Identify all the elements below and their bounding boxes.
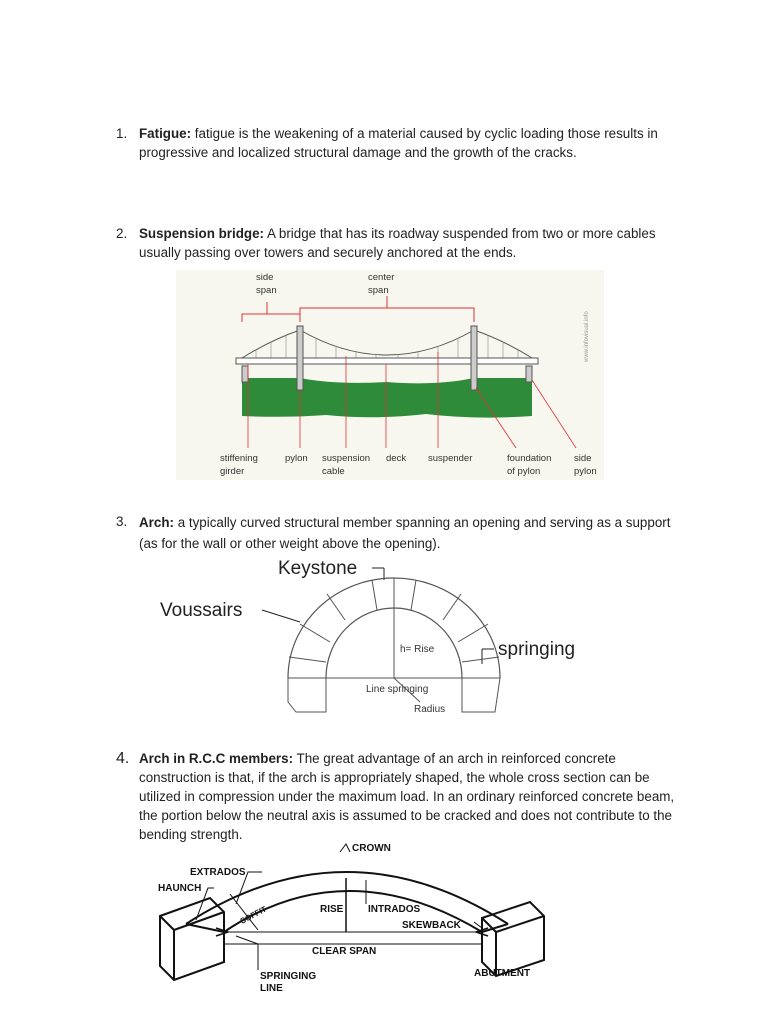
keystone-label: Keystone bbox=[278, 558, 358, 579]
rcc-arch-figure bbox=[156, 840, 556, 1000]
item-term: Arch: bbox=[139, 515, 174, 530]
abutment-label: ABUTMENT bbox=[474, 968, 531, 979]
stiffening-girder-label: stiffening bbox=[220, 453, 258, 464]
deck-label: deck bbox=[386, 453, 407, 464]
item-number: 3. bbox=[116, 514, 128, 529]
list-item-arch-rcc bbox=[116, 749, 676, 844]
soffit-label: SOFFIT bbox=[238, 904, 269, 926]
foundation-label: foundation bbox=[507, 453, 552, 464]
springing-line-label: SPRINGING bbox=[260, 971, 317, 982]
right-abutment bbox=[462, 678, 500, 712]
list-item-suspension-bridge bbox=[116, 224, 676, 262]
svg-text:LINE: LINE bbox=[260, 983, 283, 994]
item-number: 1. bbox=[116, 126, 128, 141]
item-text: a typically curved structural member spanning an opening and serving as a support (as for the wall or other weight above the opening). bbox=[139, 515, 671, 551]
item-text: fatigue is the weakening of a material caused by cyclic loading those results in progressive and localized structural damage and the growth of the cracks. bbox=[139, 126, 658, 160]
clear-span-label: CLEAR SPAN bbox=[312, 946, 377, 957]
suspender-label: suspender bbox=[428, 453, 473, 464]
item-number: 4. bbox=[116, 750, 130, 767]
svg-text:of pylon: of pylon bbox=[507, 466, 541, 477]
voussairs-label: Voussairs bbox=[160, 600, 243, 621]
left-abutment bbox=[160, 898, 224, 980]
svg-text:pylon: pylon bbox=[574, 466, 597, 477]
rise-label: h= Rise bbox=[400, 644, 435, 655]
radius-label: Radius bbox=[414, 704, 446, 715]
left-side-pylon bbox=[242, 366, 248, 382]
right-pylon bbox=[471, 326, 477, 390]
svg-text:girder: girder bbox=[220, 466, 245, 477]
item-term: Suspension bridge: bbox=[139, 226, 264, 241]
list-item-arch bbox=[116, 512, 676, 554]
skewback-label: SKEWBACK bbox=[402, 920, 461, 931]
suspension-bridge-figure bbox=[176, 270, 604, 480]
left-pylon bbox=[297, 326, 303, 390]
rise-label: RISE bbox=[320, 904, 344, 915]
arch-figure bbox=[150, 552, 600, 722]
crown-label: CROWN bbox=[352, 843, 391, 854]
haunch-label: HAUNCH bbox=[158, 883, 202, 894]
water bbox=[242, 378, 532, 418]
arch-extrados bbox=[186, 872, 508, 924]
intrados-label: INTRADOS bbox=[368, 904, 421, 915]
svg-text:cable: cable bbox=[322, 466, 345, 477]
extrados-label: EXTRADOS bbox=[190, 867, 246, 878]
pylon-label: pylon bbox=[285, 453, 308, 464]
center-span-label: center bbox=[368, 272, 395, 283]
deck bbox=[236, 358, 538, 364]
springing-label: springing bbox=[498, 639, 576, 660]
side-span-label: side bbox=[256, 272, 274, 283]
item-term: Arch in R.C.C members: bbox=[139, 751, 294, 766]
item-text: The great advantage of an arch in reinforced concrete construction is that, if the arch is appropriately shaped, the whole cross section can be utilized in compression under the maximum load. In an ordinary reinforced concrete beam, the portion below the neutral axis is assumed to be cracked and does not contribute to the bending strength. bbox=[139, 751, 675, 842]
list-item-fatigue bbox=[116, 124, 676, 162]
right-side-pylon bbox=[526, 366, 532, 382]
line-springing-label: Line springing bbox=[366, 684, 429, 695]
figure-background bbox=[176, 270, 604, 480]
item-text: A bridge that has its roadway suspended from two or more cables usually passing over towers and securely anchored at the ends. bbox=[139, 226, 656, 260]
item-number: 2. bbox=[116, 226, 128, 241]
svg-text:span: span bbox=[256, 285, 277, 296]
watermark: www.infovisual.info bbox=[584, 311, 590, 362]
left-abutment bbox=[288, 678, 326, 712]
item-term: Fatigue: bbox=[139, 126, 192, 141]
side-pylon-label: side bbox=[574, 453, 592, 464]
suspension-cable-label: suspension bbox=[322, 453, 371, 464]
voussairs-leader bbox=[262, 610, 300, 622]
svg-text:span: span bbox=[368, 285, 389, 296]
